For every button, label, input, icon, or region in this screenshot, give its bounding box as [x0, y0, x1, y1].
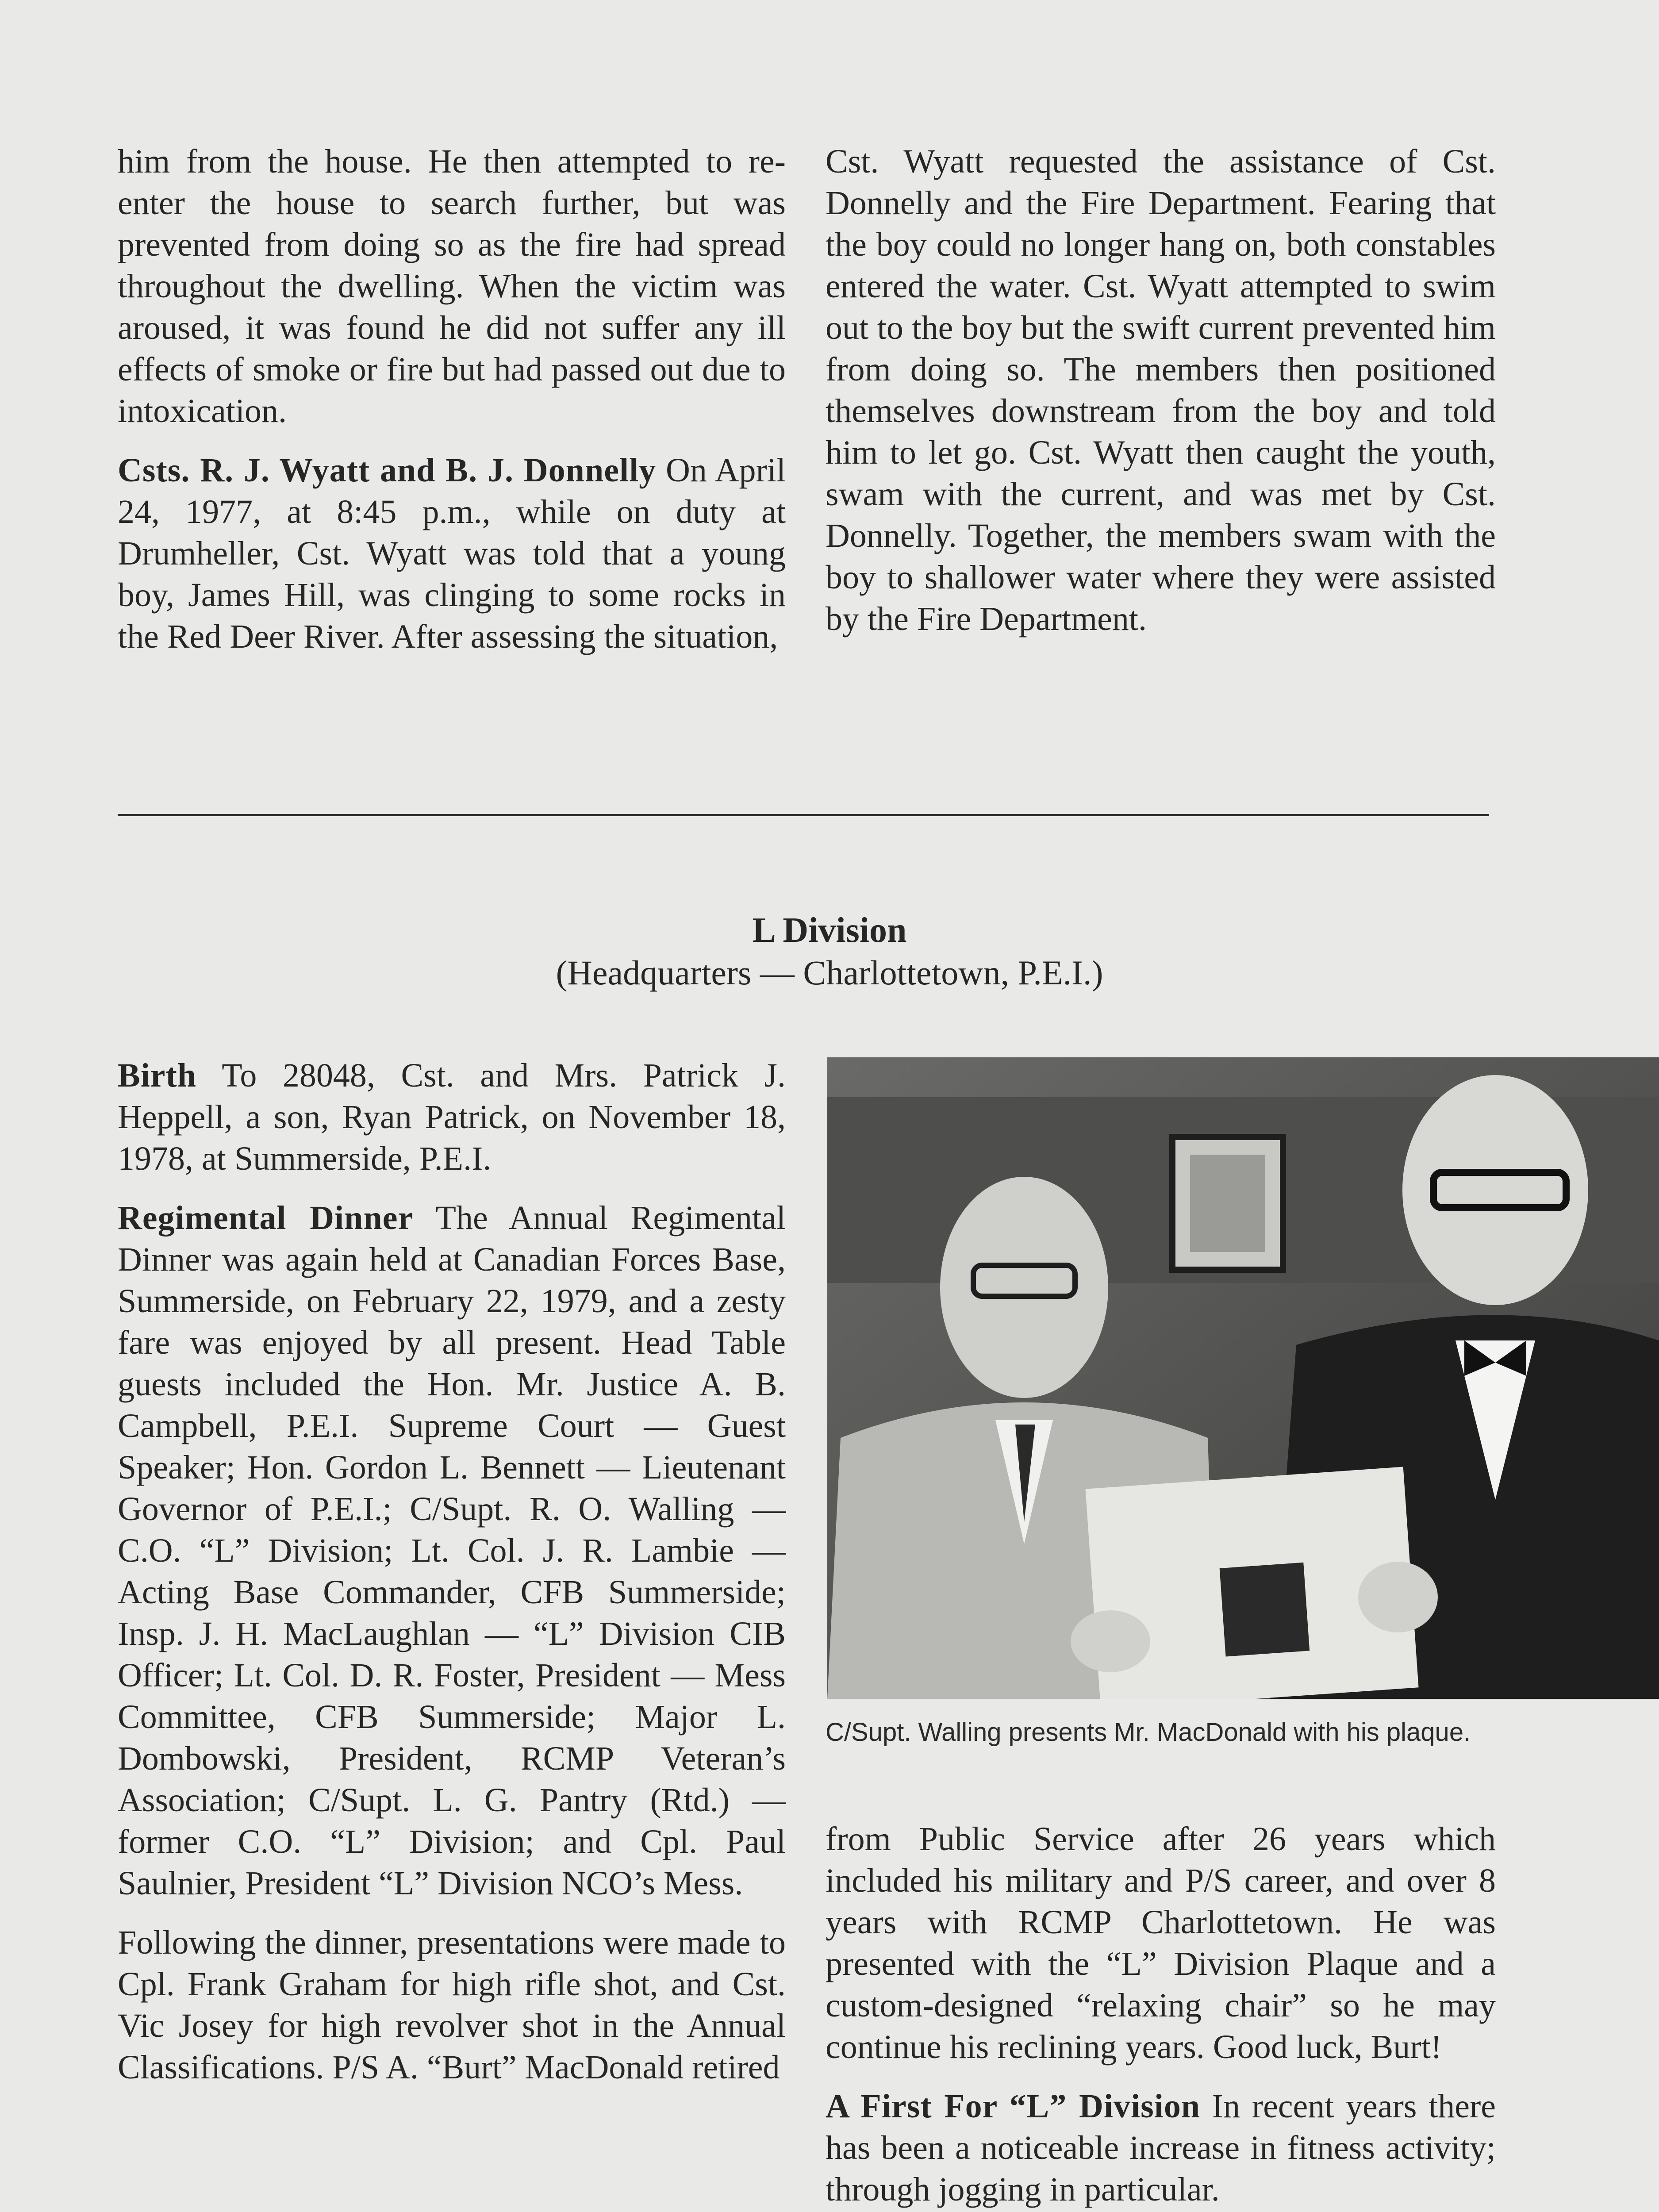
top-left-column [118, 141, 786, 657]
division-heading [0, 909, 1659, 994]
division-subtitle: (Headquarters — Charlottetown, P.E.I.) [556, 953, 1103, 992]
presentation-photo [827, 1057, 1659, 1699]
paragraph-presentations: Following the dinner, presentations were made to Cpl. Frank Graham for high rifle shot, and Cst. Vic Josey for high revolver shot in the Annual Classifications. P/S A. “Burt” MacDonald retired [118, 1924, 786, 2086]
paragraph-body: On April 24, 1977, at 8:45 p.m., while on duty at Drumheller, Cst. Wyatt was told that a young boy, James Hill, was clinging to some rocks in the Red Deer River. After assessing the situation, [118, 452, 786, 655]
section-divider [118, 814, 1489, 816]
paragraph-lead: Csts. R. J. Wyatt and B. J. Donnelly [118, 452, 657, 489]
photo-image [827, 1057, 1659, 1699]
paragraph-birth [118, 1055, 786, 1179]
division-title: L Division [752, 911, 907, 950]
paragraph-lead: Regimental Dinner [118, 1199, 414, 1237]
paragraph-body: To 28048, Cst. and Mrs. Patrick J. Heppell, a son, Ryan Patrick, on November 18, 1978, at Summerside, P.E.I. [118, 1057, 786, 1177]
bottom-left-column [118, 1055, 786, 2088]
paragraph-body: The Annual Regimental Dinner was again held at Canadian Forces Base, Summerside, on February 22, 1979, and a zesty fare was enjoyed by all present. Head Table guests included the Hon. Mr. Justice A. B. Campbell, P.E.I. Supreme Court — Guest Speaker; Hon. Gordon L. Bennett — Lieutenant Governor of P.E.I.; C/Supt. R. O. Walling — C.O. “L” Division; Lt. Col. J. R. Lambie — Acting Base Commander, CFB Summerside; Insp. J. H. MacLaughlan — “L” Division CIB Officer; Lt. Col. D. R. Foster, President — Mess Committee, CFB Summerside; Major L. Dombowski, President, RCMP Veteran’s Association; C/Supt. L. G. Pantry (Rtd.) — former C.O. “L” Division; and Cpl. Paul Saulnier, President “L” Division NCO’s Mess. [118, 1199, 786, 1902]
paragraph-lead: A First For “L” Division [826, 2088, 1201, 2125]
paragraph-river-rescue: Cst. Wyatt requested the assistance of Cst. Donnelly and the Fire Department. Fearing that the boy could no longer hang on, both constables entered the water. Cst. Wyatt attempted to swim out to the boy but the swift current prevented him from doing so. The members then positioned themselves downstream from the boy and told him to let go. Cst. Wyatt then caught the youth, swam with the current, and was met by Cst. Donnelly. Together, the members swam with the boy to shallower water where they were assisted by the Fire Department. [826, 143, 1496, 637]
paragraph-fire-rescue-end: him from the house. He then attempted to re-enter the house to search further, but was prevented from doing so as the fire had spread throughout the dwelling. When the victim was aroused, it was found he did not suffer any ill effects of smoke or fire but had passed out due to intoxication. [118, 143, 786, 430]
paragraph-lead: Birth [118, 1057, 197, 1094]
paragraph-retirement: from Public Service after 26 years which included his military and P/S career, and over 8 years with RCMP Charlottetown. He was presented with the “L” Division Plaque and a custom-designed “relaxing chair” so he may continue his reclining years. Good luck, Burt! [826, 1820, 1496, 2066]
paragraph-body: In recent years there has been a noticeable increase in fitness activity; through jogging in particular. [826, 2088, 1496, 2208]
paragraph-regimental-dinner [118, 1197, 786, 1904]
paragraph-wyatt-donnelly [118, 449, 786, 657]
bottom-right-column [826, 1818, 1496, 2210]
top-right-column [826, 141, 1496, 640]
paragraph-first-for-l-division [826, 2085, 1496, 2210]
photo-caption: C/Supt. Walling presents Mr. MacDonald with his plaque. [826, 1718, 1471, 1747]
